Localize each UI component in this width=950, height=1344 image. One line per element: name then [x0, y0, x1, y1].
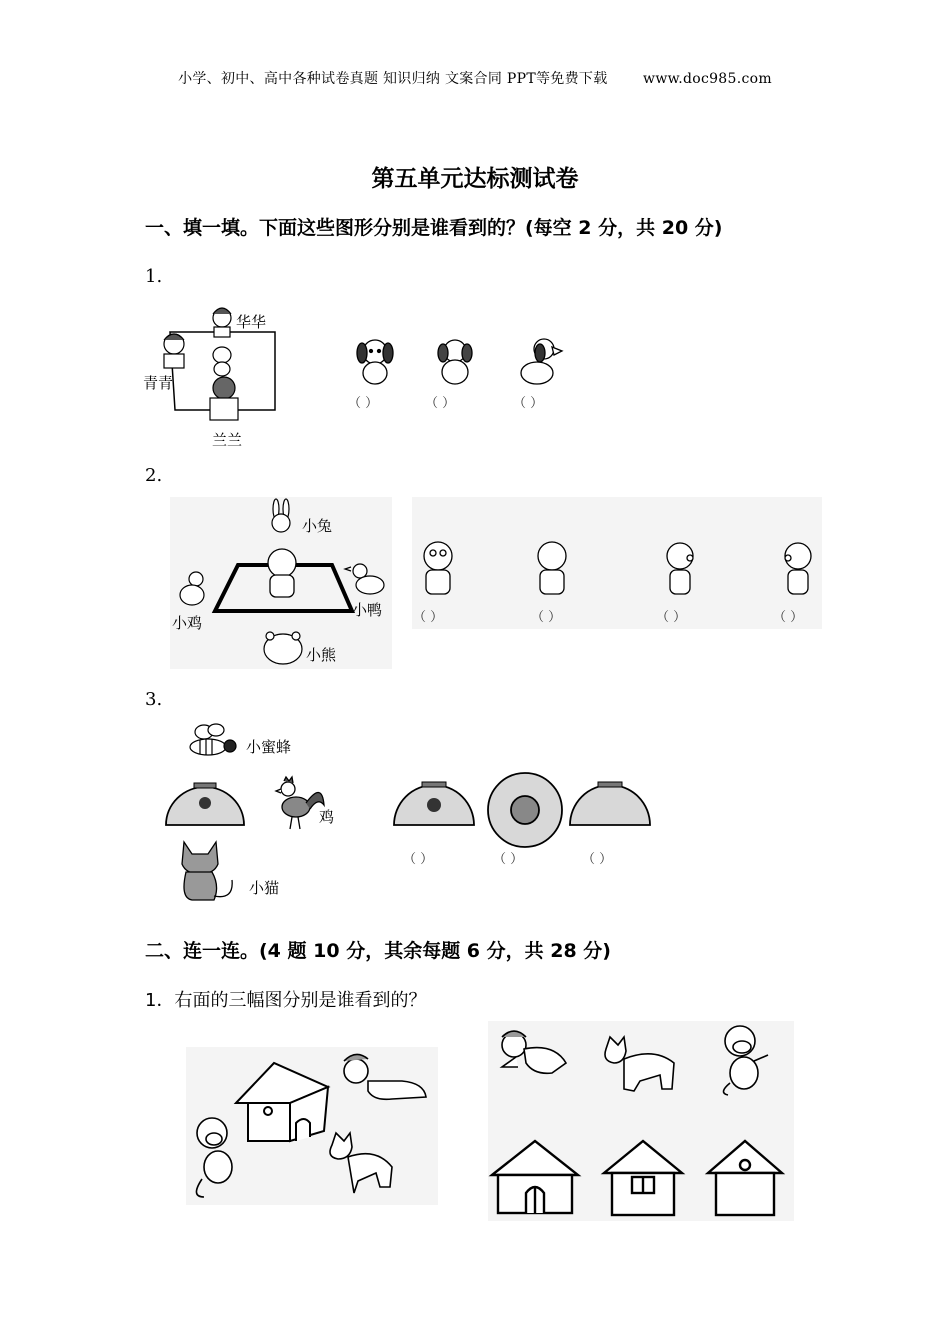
cat-view-icon	[600, 1033, 682, 1095]
q2-scene-illustration	[170, 497, 392, 669]
doraemon-back-icon	[532, 538, 572, 598]
q2-name-bear: 小熊	[306, 646, 337, 664]
q3-name-bee: 小蜜蜂	[246, 738, 292, 756]
section2-q1-question	[145, 986, 426, 1012]
lanlan-figure	[210, 377, 238, 420]
q2-blank-1[interactable]: （ ）	[413, 610, 444, 625]
q2-name-rabbit: 小兔	[302, 517, 333, 535]
huahua-figure	[213, 308, 231, 337]
bowl-with-flower-icon	[164, 779, 246, 827]
bee-icon	[184, 722, 240, 764]
doraemon-front-icon	[418, 538, 458, 598]
q1-name-huahua: 华华	[236, 313, 267, 331]
duck-figure	[345, 564, 384, 594]
section2-q1-number: 1．	[145, 990, 175, 1011]
bowl-view-flower-icon	[392, 779, 476, 827]
s2q1-scene-illustration	[186, 1047, 438, 1205]
house-view-window-icon	[600, 1137, 686, 1217]
cat-icon	[174, 838, 240, 904]
section1-heading: 一、填一填。下面这些图形分别是谁看到的？(每空 2 分，共 20 分)	[145, 217, 723, 239]
q3-name-cat: 小猫	[249, 879, 280, 897]
dog-front-icon	[350, 335, 400, 387]
dog-side-icon	[512, 335, 568, 387]
doraemon-right-side-icon	[660, 538, 700, 598]
q1-name-qingqing: 青青	[143, 374, 174, 392]
rabbit-figure	[272, 499, 290, 532]
q2-blank-4[interactable]: （ ）	[773, 610, 804, 625]
q2-name-duck: 小鸭	[352, 601, 383, 619]
q3-name-rooster: 鸡	[319, 808, 335, 826]
q3-blank-1[interactable]: （ ）	[403, 852, 434, 867]
q1-number: 1.	[145, 266, 163, 287]
duck-view-icon	[494, 1027, 570, 1093]
section2-heading: 二、连一连。(4 题 10 分，其余每题 6 分，共 28 分)	[145, 940, 611, 962]
bowl-view-plain-icon	[568, 779, 652, 827]
header-note-text: 小学、初中、高中各种试卷真题 知识归纳 文案合同 PPT等免费下载	[178, 71, 608, 87]
house-view-round-window-icon	[704, 1137, 786, 1217]
q2-name-chick: 小鸡	[172, 614, 203, 632]
q3-number: 3.	[145, 689, 163, 710]
chick-figure	[180, 572, 204, 605]
bowl-view-top-icon	[486, 771, 564, 849]
q2-blank-2[interactable]: （ ）	[531, 610, 562, 625]
monkey-view-icon	[712, 1023, 774, 1095]
q2-number: 2.	[145, 465, 163, 486]
qingqing-figure	[164, 334, 184, 368]
page-title: 第五单元达标测试卷	[371, 166, 579, 192]
q2-views-panel	[412, 497, 822, 629]
bear-figure	[264, 632, 302, 664]
q3-blank-3[interactable]: （ ）	[582, 852, 613, 867]
section2-q1-text: 右面的三幅图分别是谁看到的？	[174, 990, 427, 1011]
q2-blank-3[interactable]: （ ）	[656, 610, 687, 625]
q1-blank-1[interactable]: （ ）	[348, 396, 379, 411]
q1-blank-3[interactable]: （ ）	[513, 396, 544, 411]
q1-name-lanlan: 兰兰	[212, 431, 243, 449]
house-view-door-icon	[490, 1137, 580, 1215]
q3-blank-2[interactable]: （ ）	[493, 852, 524, 867]
dog-back-icon	[430, 335, 480, 387]
doraemon-left-side-icon	[778, 538, 818, 598]
header-url: www.doc985.com	[643, 71, 772, 87]
q1-blank-2[interactable]: （ ）	[425, 396, 456, 411]
header-note	[0, 68, 950, 88]
